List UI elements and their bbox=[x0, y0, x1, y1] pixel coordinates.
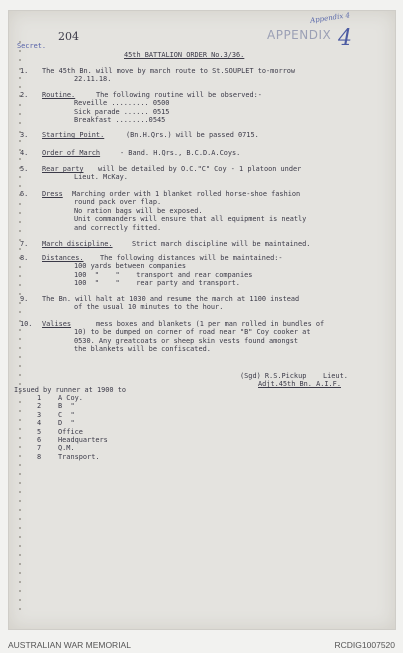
item-line: of the usual 10 minutes to the hour. bbox=[74, 303, 224, 312]
item-line: 22.11.18. bbox=[74, 75, 112, 84]
issued-recipient: C " bbox=[58, 410, 75, 419]
item-number: 6. bbox=[20, 190, 29, 198]
item-number: 9. bbox=[20, 295, 29, 303]
punch-hole bbox=[19, 311, 21, 313]
issued-recipient: B " bbox=[58, 402, 75, 411]
punch-hole bbox=[19, 266, 21, 268]
item-line: Strict march discipline will be maintained. bbox=[132, 240, 311, 248]
item-line: 100 " " rear party and transport. bbox=[74, 279, 240, 288]
item-number: 3. bbox=[20, 131, 29, 139]
item-number: 1. bbox=[20, 67, 29, 75]
item-number: 8. bbox=[20, 254, 29, 262]
item-line: Lieut. McKay. bbox=[74, 173, 128, 182]
item-heading: Order of March bbox=[42, 149, 101, 157]
punch-hole bbox=[19, 284, 21, 286]
punch-hole bbox=[19, 419, 21, 421]
appendix-stamp: APPENDIX bbox=[267, 28, 332, 42]
item-line: 100 " " transport and rear companies bbox=[74, 270, 253, 279]
item-line: Breakfast ........0545 bbox=[74, 116, 166, 125]
item-number: 4. bbox=[20, 149, 29, 157]
item-line: round pack over flap. bbox=[74, 198, 162, 207]
issued-recipient: Q.M. bbox=[58, 444, 75, 453]
order-title: 45th BATTALION ORDER No.3/36. bbox=[124, 51, 245, 59]
punch-hole bbox=[19, 365, 21, 367]
secret-label: Secret. bbox=[17, 42, 47, 50]
punch-hole bbox=[19, 581, 21, 583]
issued-number: 6 bbox=[37, 436, 42, 444]
issued-number: 8 bbox=[37, 452, 42, 461]
punch-hole bbox=[19, 221, 21, 223]
punch-hole bbox=[19, 500, 21, 502]
punch-hole bbox=[19, 401, 21, 403]
punch-hole bbox=[19, 230, 21, 232]
item-line: will be detailed by O.C."C" Coy - 1 platoon under bbox=[98, 165, 302, 173]
punch-hole bbox=[19, 527, 21, 529]
punch-hole bbox=[19, 275, 21, 277]
issued-recipient: Headquarters bbox=[58, 436, 108, 444]
footer-left: AUSTRALIAN WAR MEMORIAL bbox=[8, 640, 131, 650]
item-line: - Band. H.Qrs., B.C.D.A.Coys. bbox=[120, 149, 241, 157]
footer-right: RCDIG1007520 bbox=[334, 640, 395, 650]
item-heading: March discipline. bbox=[42, 240, 113, 248]
item-line: and correctly fitted. bbox=[74, 223, 162, 232]
item-line: (Bn.H.Qrs.) will be passed 0715. bbox=[126, 131, 259, 139]
item-line: 10) to be dumped on corner of road near "B" Coy cooker at bbox=[74, 328, 311, 337]
punch-hole bbox=[19, 563, 21, 565]
handwritten-note: Appendix 4 bbox=[309, 11, 351, 25]
signature-line-2: Adjt.45th Bn. A.I.F. bbox=[258, 380, 341, 388]
issued-number: 5 bbox=[37, 427, 42, 436]
punch-hole bbox=[19, 329, 21, 331]
issued-heading: Issued by runner at 1900 to bbox=[14, 386, 127, 394]
punch-hole bbox=[19, 554, 21, 556]
punch-hole bbox=[19, 482, 21, 484]
item-line: mess boxes and blankets (1 per man rolled in bundles of bbox=[96, 320, 325, 328]
item-line: 0530. Any greatcoats or sheep skin vests found amongst bbox=[74, 336, 299, 345]
item-heading: Dress bbox=[42, 190, 63, 198]
appendix-number: 4 bbox=[338, 26, 352, 51]
punch-hole bbox=[19, 428, 21, 430]
issued-number: 2 bbox=[37, 402, 42, 411]
punch-hole bbox=[19, 473, 21, 475]
issued-recipient: Office bbox=[58, 427, 83, 436]
signature-line-1: (Sgd) R.S.Pickup Lieut. bbox=[240, 372, 348, 380]
punch-hole bbox=[19, 185, 21, 187]
punch-hole bbox=[19, 545, 21, 547]
item-line: Marching order with 1 blanket rolled horse-shoe fashion bbox=[72, 190, 301, 198]
punch-hole bbox=[19, 356, 21, 358]
punch-hole bbox=[19, 104, 21, 106]
punch-hole bbox=[19, 590, 21, 592]
punch-hole bbox=[19, 464, 21, 466]
item-line: Reveille ......... 0500 bbox=[74, 99, 170, 108]
item-line: The following routine will be observed:- bbox=[96, 91, 262, 99]
item-heading: Distances. bbox=[42, 254, 84, 262]
punch-hole bbox=[19, 212, 21, 214]
punch-hole bbox=[19, 518, 21, 520]
item-line: Unit commanders will ensure that all equipment is neatly bbox=[74, 215, 307, 224]
item-number: 5. bbox=[20, 165, 29, 173]
punch-hole bbox=[19, 347, 21, 349]
punch-hole bbox=[19, 410, 21, 412]
item-line: the blankets will be confiscated. bbox=[74, 345, 211, 354]
punch-hole bbox=[19, 338, 21, 340]
issued-number: 3 bbox=[37, 410, 42, 419]
punch-hole bbox=[19, 608, 21, 610]
issued-recipient: D " bbox=[58, 419, 75, 428]
punch-hole bbox=[19, 446, 21, 448]
punch-hole bbox=[19, 599, 21, 601]
punch-hole bbox=[19, 455, 21, 457]
punch-hole bbox=[19, 491, 21, 493]
item-number: 2. bbox=[20, 91, 29, 99]
item-heading: Routine. bbox=[42, 91, 76, 99]
punch-hole bbox=[19, 572, 21, 574]
punch-hole bbox=[19, 158, 21, 160]
issued-recipient: A Coy. bbox=[58, 394, 83, 402]
punch-hole bbox=[19, 176, 21, 178]
item-line: 100 yards between companies bbox=[74, 262, 187, 271]
punch-hole bbox=[19, 203, 21, 205]
issued-number: 4 bbox=[37, 419, 42, 428]
punch-hole bbox=[19, 437, 21, 439]
issued-number: 7 bbox=[37, 444, 42, 453]
item-heading: Rear party bbox=[42, 165, 84, 173]
punch-hole bbox=[19, 383, 21, 385]
punch-hole bbox=[19, 77, 21, 79]
item-number: 10. bbox=[20, 320, 33, 328]
punch-hole bbox=[19, 86, 21, 88]
item-line: The Bn. will halt at 1030 and resume the march at 1100 instead bbox=[42, 295, 300, 303]
item-line: Sick parade ...... 0515 bbox=[74, 107, 170, 116]
punch-hole bbox=[19, 140, 21, 142]
punch-hole bbox=[19, 536, 21, 538]
issued-recipient: Transport. bbox=[58, 452, 100, 461]
item-line: The 45th Bn. will move by march route to St.SOUPLET to-morrow bbox=[42, 67, 296, 75]
item-number: 7. bbox=[20, 240, 29, 248]
punch-hole bbox=[19, 374, 21, 376]
punch-hole bbox=[19, 509, 21, 511]
page-number: 204 bbox=[58, 30, 79, 43]
punch-hole bbox=[19, 122, 21, 124]
issued-number: 1 bbox=[37, 394, 42, 402]
item-heading: Starting Point. bbox=[42, 131, 105, 139]
punch-hole bbox=[19, 113, 21, 115]
item-line: The following distances will be maintained:- bbox=[100, 254, 283, 262]
punch-hole bbox=[19, 59, 21, 61]
item-heading: Valises bbox=[42, 320, 72, 328]
item-line: No ration bags will be exposed. bbox=[74, 206, 203, 215]
